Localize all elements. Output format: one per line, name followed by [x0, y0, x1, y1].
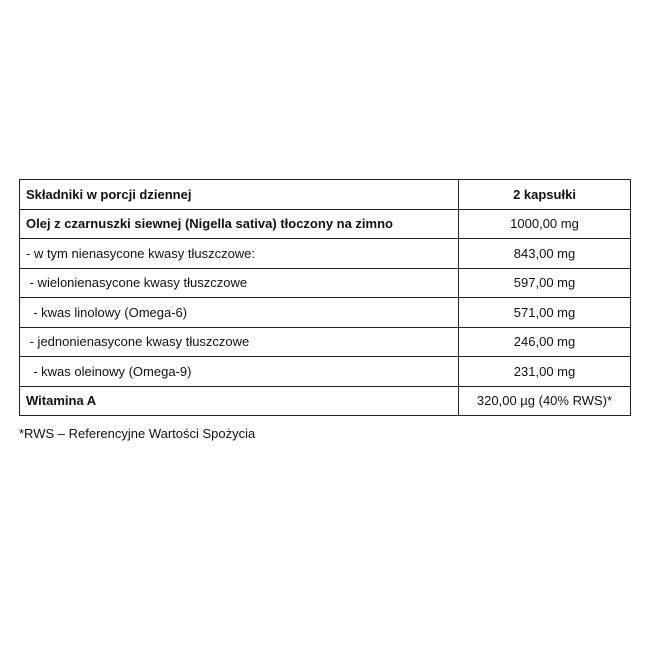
- row-label: - kwas oleinowy (Omega-9): [20, 357, 459, 387]
- row-label: - wielonienasycone kwasy tłuszczowe: [20, 268, 459, 298]
- row-label: - jednonienasycone kwasy tłuszczowe: [20, 327, 459, 357]
- table-row: [20, 268, 631, 298]
- row-value: 246,00 mg: [459, 327, 631, 357]
- header-amount: 2 kapsułki: [459, 180, 631, 210]
- nutrition-table-container: [19, 179, 630, 416]
- row-label: - kwas linolowy (Omega-6): [20, 298, 459, 328]
- table-row: [20, 239, 631, 269]
- header-ingredient: Składniki w porcji dziennej: [20, 180, 459, 210]
- row-value: 231,00 mg: [459, 357, 631, 387]
- table-row: [20, 209, 631, 239]
- row-value: 571,00 mg: [459, 298, 631, 328]
- row-label: Witamina A: [20, 386, 459, 416]
- row-label: Olej z czarnuszki siewnej (Nigella sativa) tłoczony na zimno: [20, 209, 459, 239]
- row-value: 843,00 mg: [459, 239, 631, 269]
- table-row: [20, 386, 631, 416]
- table-header-row: [20, 180, 631, 210]
- footnote: *RWS – Referencyjne Wartości Spożycia: [19, 426, 256, 441]
- row-value: 597,00 mg: [459, 268, 631, 298]
- row-value: 320,00 µg (40% RWS)*: [459, 386, 631, 416]
- row-label: - w tym nienasycone kwasy tłuszczowe:: [20, 239, 459, 269]
- nutrition-table: [19, 179, 631, 416]
- table-row: [20, 327, 631, 357]
- table-row: [20, 298, 631, 328]
- table-row: [20, 357, 631, 387]
- row-value: 1000,00 mg: [459, 209, 631, 239]
